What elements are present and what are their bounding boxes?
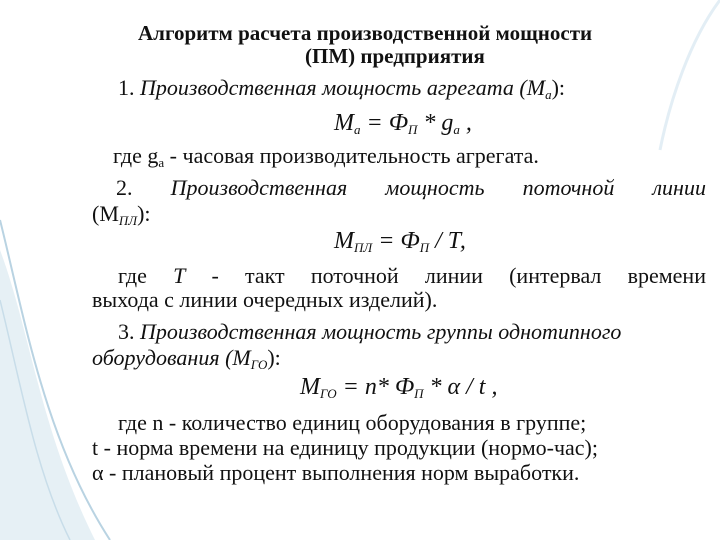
formula-2-definition-line-2: выхода с линии очередных изделий). [92,287,438,312]
section-1-title: Производственная мощность агрегата (М [134,75,546,100]
formula-2: $М_{ПЛ} = Ф_П / Т$, [334,228,466,255]
formula-2-definition: где Т - такт поточной линии (интервал времени [118,263,706,288]
formula-3-definition-1: где n - количество единиц оборудования в группе; [118,410,587,435]
formula-3-definition-3: α - плановый процент выполнения норм выработки. [92,460,580,485]
section-1-number: 1. [118,75,135,100]
formula-3-definition-2: t - норма времени на единицу продукции (нормо-час); [92,435,598,460]
section-1-sub: а [545,87,552,102]
title-line-2: (ПМ) предприятия [305,44,485,68]
formula-1-definition: где $g_a$ - часовая производительность агрегата. [113,143,539,170]
section-1-close: ): [551,75,566,100]
section-1-heading [118,76,565,100]
title-line-1: Алгоритм расчета производственной мощности [138,21,593,45]
section-3-heading-line-2: оборудования $(М_{ГО})$: [92,345,281,372]
section-2-heading-line-2: $(М_{ПЛ})$: [92,201,151,228]
formula-3: $М_{ГО} = n*$ $Ф_П$ * α / t , [300,374,498,401]
formula-1: $М_а = Ф_П * g_а$ , [334,110,472,137]
section-2-heading: 2. Производственная мощность поточной линии [116,175,706,200]
section-3-heading: 3. Производственная мощность группы однотипного [118,319,622,344]
